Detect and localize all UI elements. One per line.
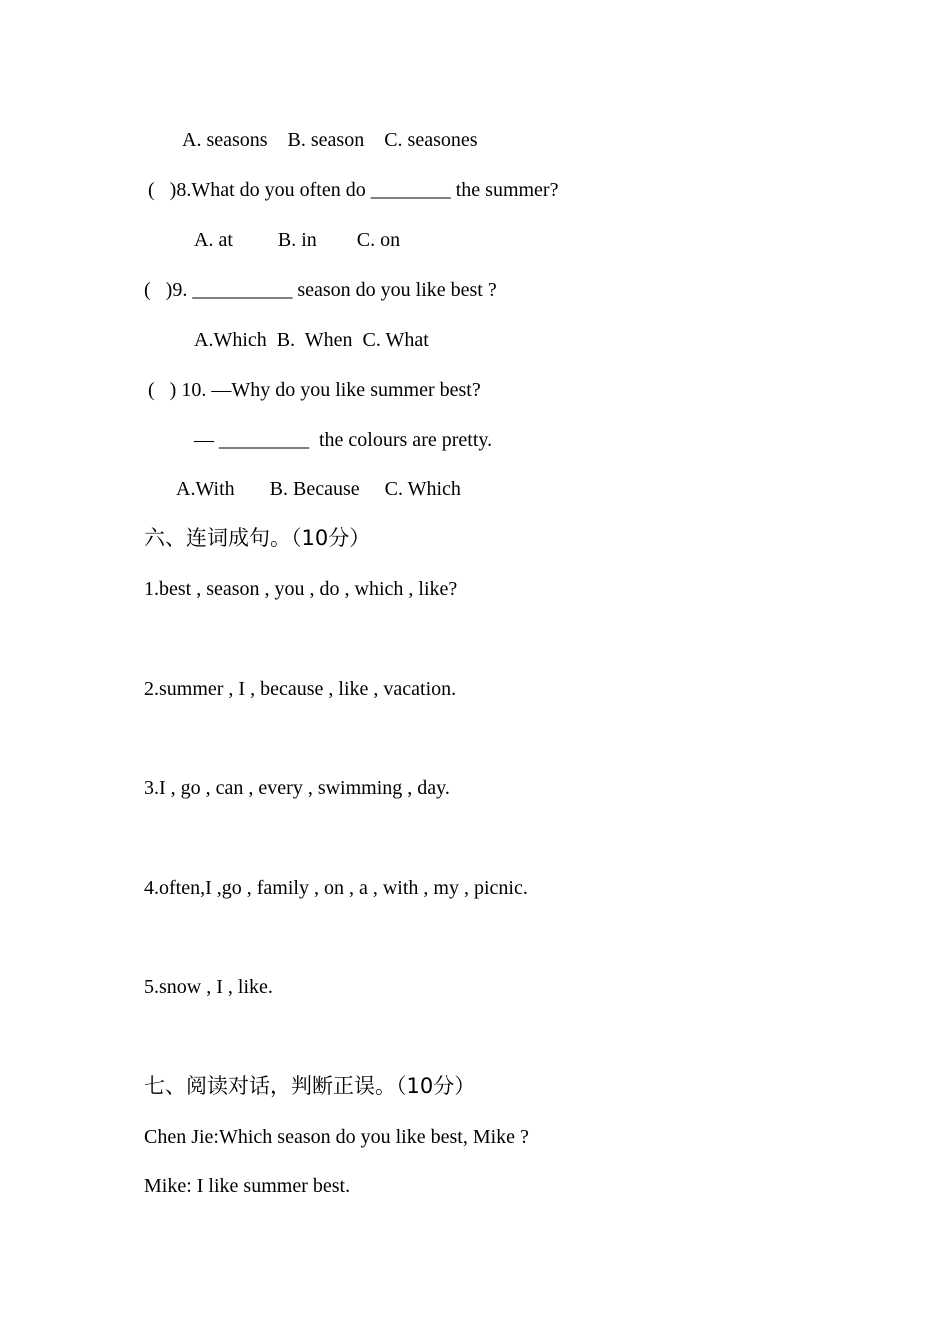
q8-options: A. at B. in C. on [194, 229, 401, 251]
section-7-title: 七、阅读对话，判断正误。（10分） [144, 1074, 476, 1098]
section-6-item-4: 4.often,I ,go , family , on , a , with , my , picnic. [144, 877, 528, 899]
q8-stem: ( )8.What do you often do ________ the summer? [148, 179, 559, 201]
q7-options: A. seasons B. season C. seasones [182, 129, 478, 151]
section-6-item-3: 3.I , go , can , every , swimming , day. [144, 777, 450, 799]
dialogue-line-1: Chen Jie:Which season do you like best, Mike ? [144, 1126, 529, 1148]
q10-stem: ( ) 10. —Why do you like summer best? [148, 379, 481, 401]
section-6-item-2: 2.summer , I , because , like , vacation. [144, 678, 457, 700]
q10-answer-line: — _________ the colours are pretty. [194, 429, 493, 451]
dialogue-line-2: Mike: I like summer best. [144, 1175, 351, 1197]
section-6-title: 六、连词成句。（10分） [144, 526, 371, 550]
q10-options: A.With B. Because C. Which [176, 478, 461, 500]
section-6-item-1: 1.best , season , you , do , which , like? [144, 578, 458, 600]
q9-stem: ( )9. __________ season do you like best ? [144, 279, 497, 301]
section-6-item-5: 5.snow , I , like. [144, 976, 273, 998]
q9-options: A.Which B. When C. What [194, 329, 429, 351]
